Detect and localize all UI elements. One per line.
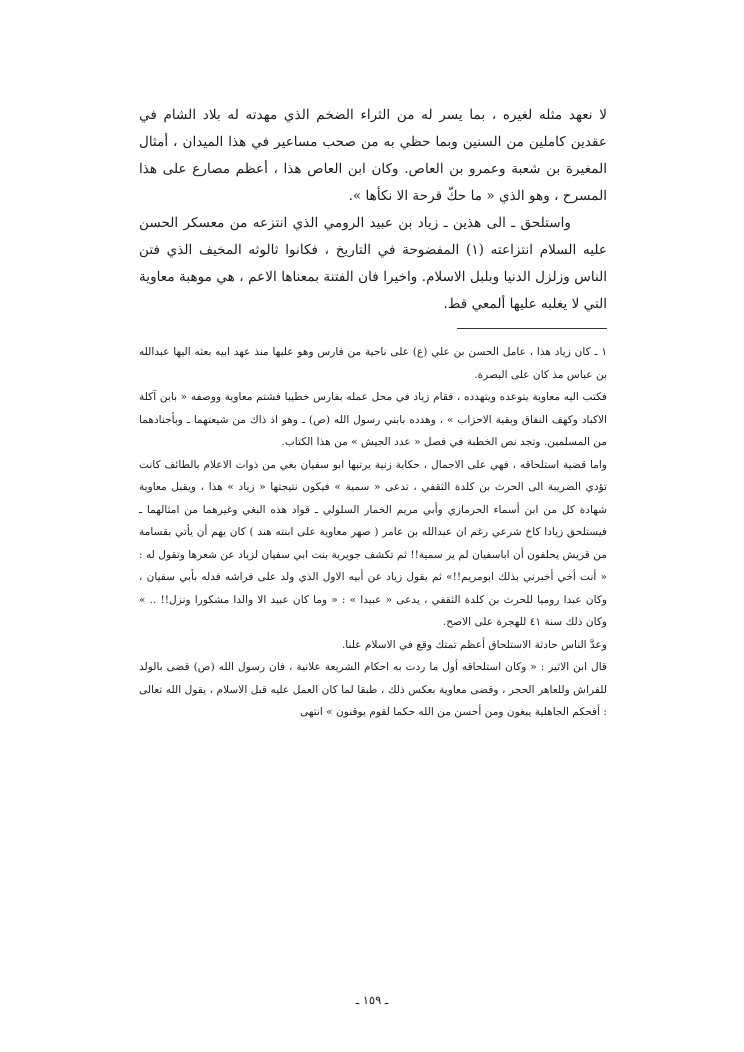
footnote-paragraph: ١ ـ كان زياد هذا ، عامل الحسن بن علي (ع) على ناحية من فارس وهو عليها منذ عهد ابيه بعثه اليها عبدالله بن عباس مذ كان على البصرة. xyxy=(139,346,608,381)
footnote-paragraph: قال ابن الاثير : « وكان استلحاقه أول ما ردت به احكام الشريعة علانية ، فان رسول الله (ص) قضى بالولد للفراش وللعاهر الحجر ، وقضى معاوية بعكس ذلك ، طبقا لما كان العمل عليه قبل الاسلام ، يقول الله تعالى : أفحكم الجاهلية يبغون ومن أحسن من الله حكما لقوم يوقنون » انتهى xyxy=(139,661,607,718)
footnote-paragraph: واما قضية استلحاقه ، فهي على الاجمال ، حكاية زنية يرتبها ابو سفيان بغي من ذوات الاعلام بالطائف كانت تؤدي الضريبة الى الحرث بن كلدة الثقفي ، تدعى « سمية » فيكون نتيجتها « زياد » هذا ، ويقبل معاوية شهادة كل من ابن أسماء الحرمازي وأبي مريم الخمار السلولي ـ قواد هذه البغي وغيرهما من امثالهما ـ فيستلحق زيادا كاخ شرعي رغم ان عبدالله بن عامر ( صهر معاوية على ابنته هند ) كان يهم أن يأتي بقسامة من قريش يحلفون أن اباسفيان لم ير سمية!! ثم تكشف جويرية بنت ابي سفيان لزياد عن شعرها وتقول له : « أنت أخي أخبرني بذلك ابومريم!!» ثم يقول زياد عن أبيه الاول الذي ولد على فراشه فدله بأبي سفيان ، وكان عبدا روميا للحرث بن كلدة الثقفي ، يدعى « عبيدا » : « وما كان عبيد الا والدا مشكورا ونزل!! .. » وكان ذلك سنة ٤١ للهجرة على الاصح. xyxy=(139,458,607,628)
footnote-paragraph: فكتب اليه معاوية يتوعده ويتهدده ، فقام زياد في محل عمله بفارس خطيبا فشتم معاوية ووصفه « بابن آكلة الاكباد وكهف النفاق وبقية الاحزاب » ، وهدده بابني رسول الله (ص) ـ وهو اذ ذاك من شيعتهما ـ وبأجنادهما من المسلمين. وتجد نص الخطبة في فصل « عدد الجيش » من هذا الكتاب. xyxy=(139,391,607,448)
main-text xyxy=(139,102,607,318)
body-paragraph: لا نعهد مثله لغيره ، بما يسر له من الثراء الضخم الذي مهدته له بلاد الشام في عقدين كاملين من السنين وبما حظي به من صحب مساعير في هذا الميدان ، أمثال المغيرة بن شعبة وعمرو بن العاص. وكان ابن العاص هذا ، أعظم مصارع على هذا المسرح ، وهو الذي « ما حكّ قرحة الا نكأها ». xyxy=(139,107,607,204)
body-paragraph: واستلحق ـ الى هذين ـ زياد بن عبيد الرومي الذي انتزعه من معسكر الحسن عليه السلام انتزاعته (١) المفضوحة في التاريخ ، فكانوا ثالوثه المخيف الذي فتن الناس وزلزل الدنيا وبلبل الاسلام. واخيرا فان الفتنة بمعناها الاعم ، هي موهبة معاوية التي لا يغلبه عليها ألمعي قط. xyxy=(139,215,607,312)
footnote-separator xyxy=(457,328,607,329)
page-number: ـ ١٥٩ ـ xyxy=(355,993,389,1007)
footnote-paragraph: وعدَّ الناس حادثة الاستلحاق أعظم تمتك وقع في الاسلام علنا. xyxy=(341,638,607,651)
footnotes xyxy=(139,341,607,724)
